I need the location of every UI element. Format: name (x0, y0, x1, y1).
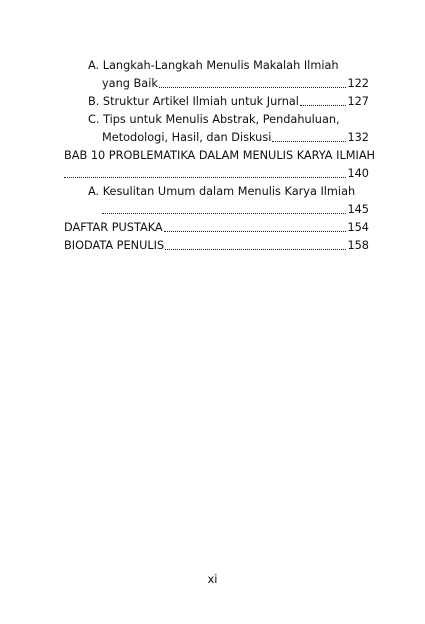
page-number: xi (207, 572, 218, 586)
toc-chapter-10-entry-a-title: A. Kesulitan Umum dalam Menulis Karya Ilmiah (88, 185, 356, 198)
dot-leader (102, 213, 346, 214)
toc-chapter-10-title: BAB 10 PROBLEMATIKA DALAM MENULIS KARYA ILMIAH (64, 149, 376, 162)
toc-biodata-page: 158 (347, 239, 369, 252)
toc-entry-b-title: B. Struktur Artikel Ilmiah untuk Jurnal (88, 95, 299, 108)
toc-chapter-10[interactable] (64, 166, 369, 181)
toc-entry-c-title-line2: Metodologi, Hasil, dan Diskusi (102, 131, 272, 144)
dot-leader (164, 231, 347, 232)
toc-entry-b[interactable] (88, 94, 369, 109)
dot-leader (300, 105, 346, 106)
toc-daftar-pustaka-page: 154 (347, 221, 369, 234)
dot-leader (165, 249, 346, 250)
toc-biodata-title: BIODATA PENULIS (64, 239, 165, 252)
toc-entry-c[interactable] (102, 130, 369, 145)
dot-leader (159, 87, 347, 88)
toc-daftar-pustaka[interactable] (64, 220, 369, 235)
toc-entry-a-title-line2: yang Baik (102, 77, 158, 90)
toc-entry-a-title-line1: A. Langkah-Langkah Menulis Makalah Ilmiah (88, 59, 339, 72)
toc-entry-a[interactable] (102, 76, 369, 91)
dot-leader (64, 177, 346, 178)
toc-entry-c-title-line1: C. Tips untuk Menulis Abstrak, Pendahuluan, (88, 113, 340, 126)
toc-entry-b-page: 127 (347, 95, 369, 108)
toc-chapter-10-page: 140 (347, 167, 369, 180)
toc-entry-c-page: 132 (347, 131, 369, 144)
toc-daftar-pustaka-title: DAFTAR PUSTAKA (64, 221, 163, 234)
toc-chapter-10-entry-a[interactable] (102, 202, 369, 217)
toc-biodata[interactable] (64, 238, 369, 253)
toc-chapter-10-entry-a-page: 145 (347, 203, 369, 216)
toc-entry-a-page: 122 (347, 77, 369, 90)
dot-leader (272, 141, 346, 142)
